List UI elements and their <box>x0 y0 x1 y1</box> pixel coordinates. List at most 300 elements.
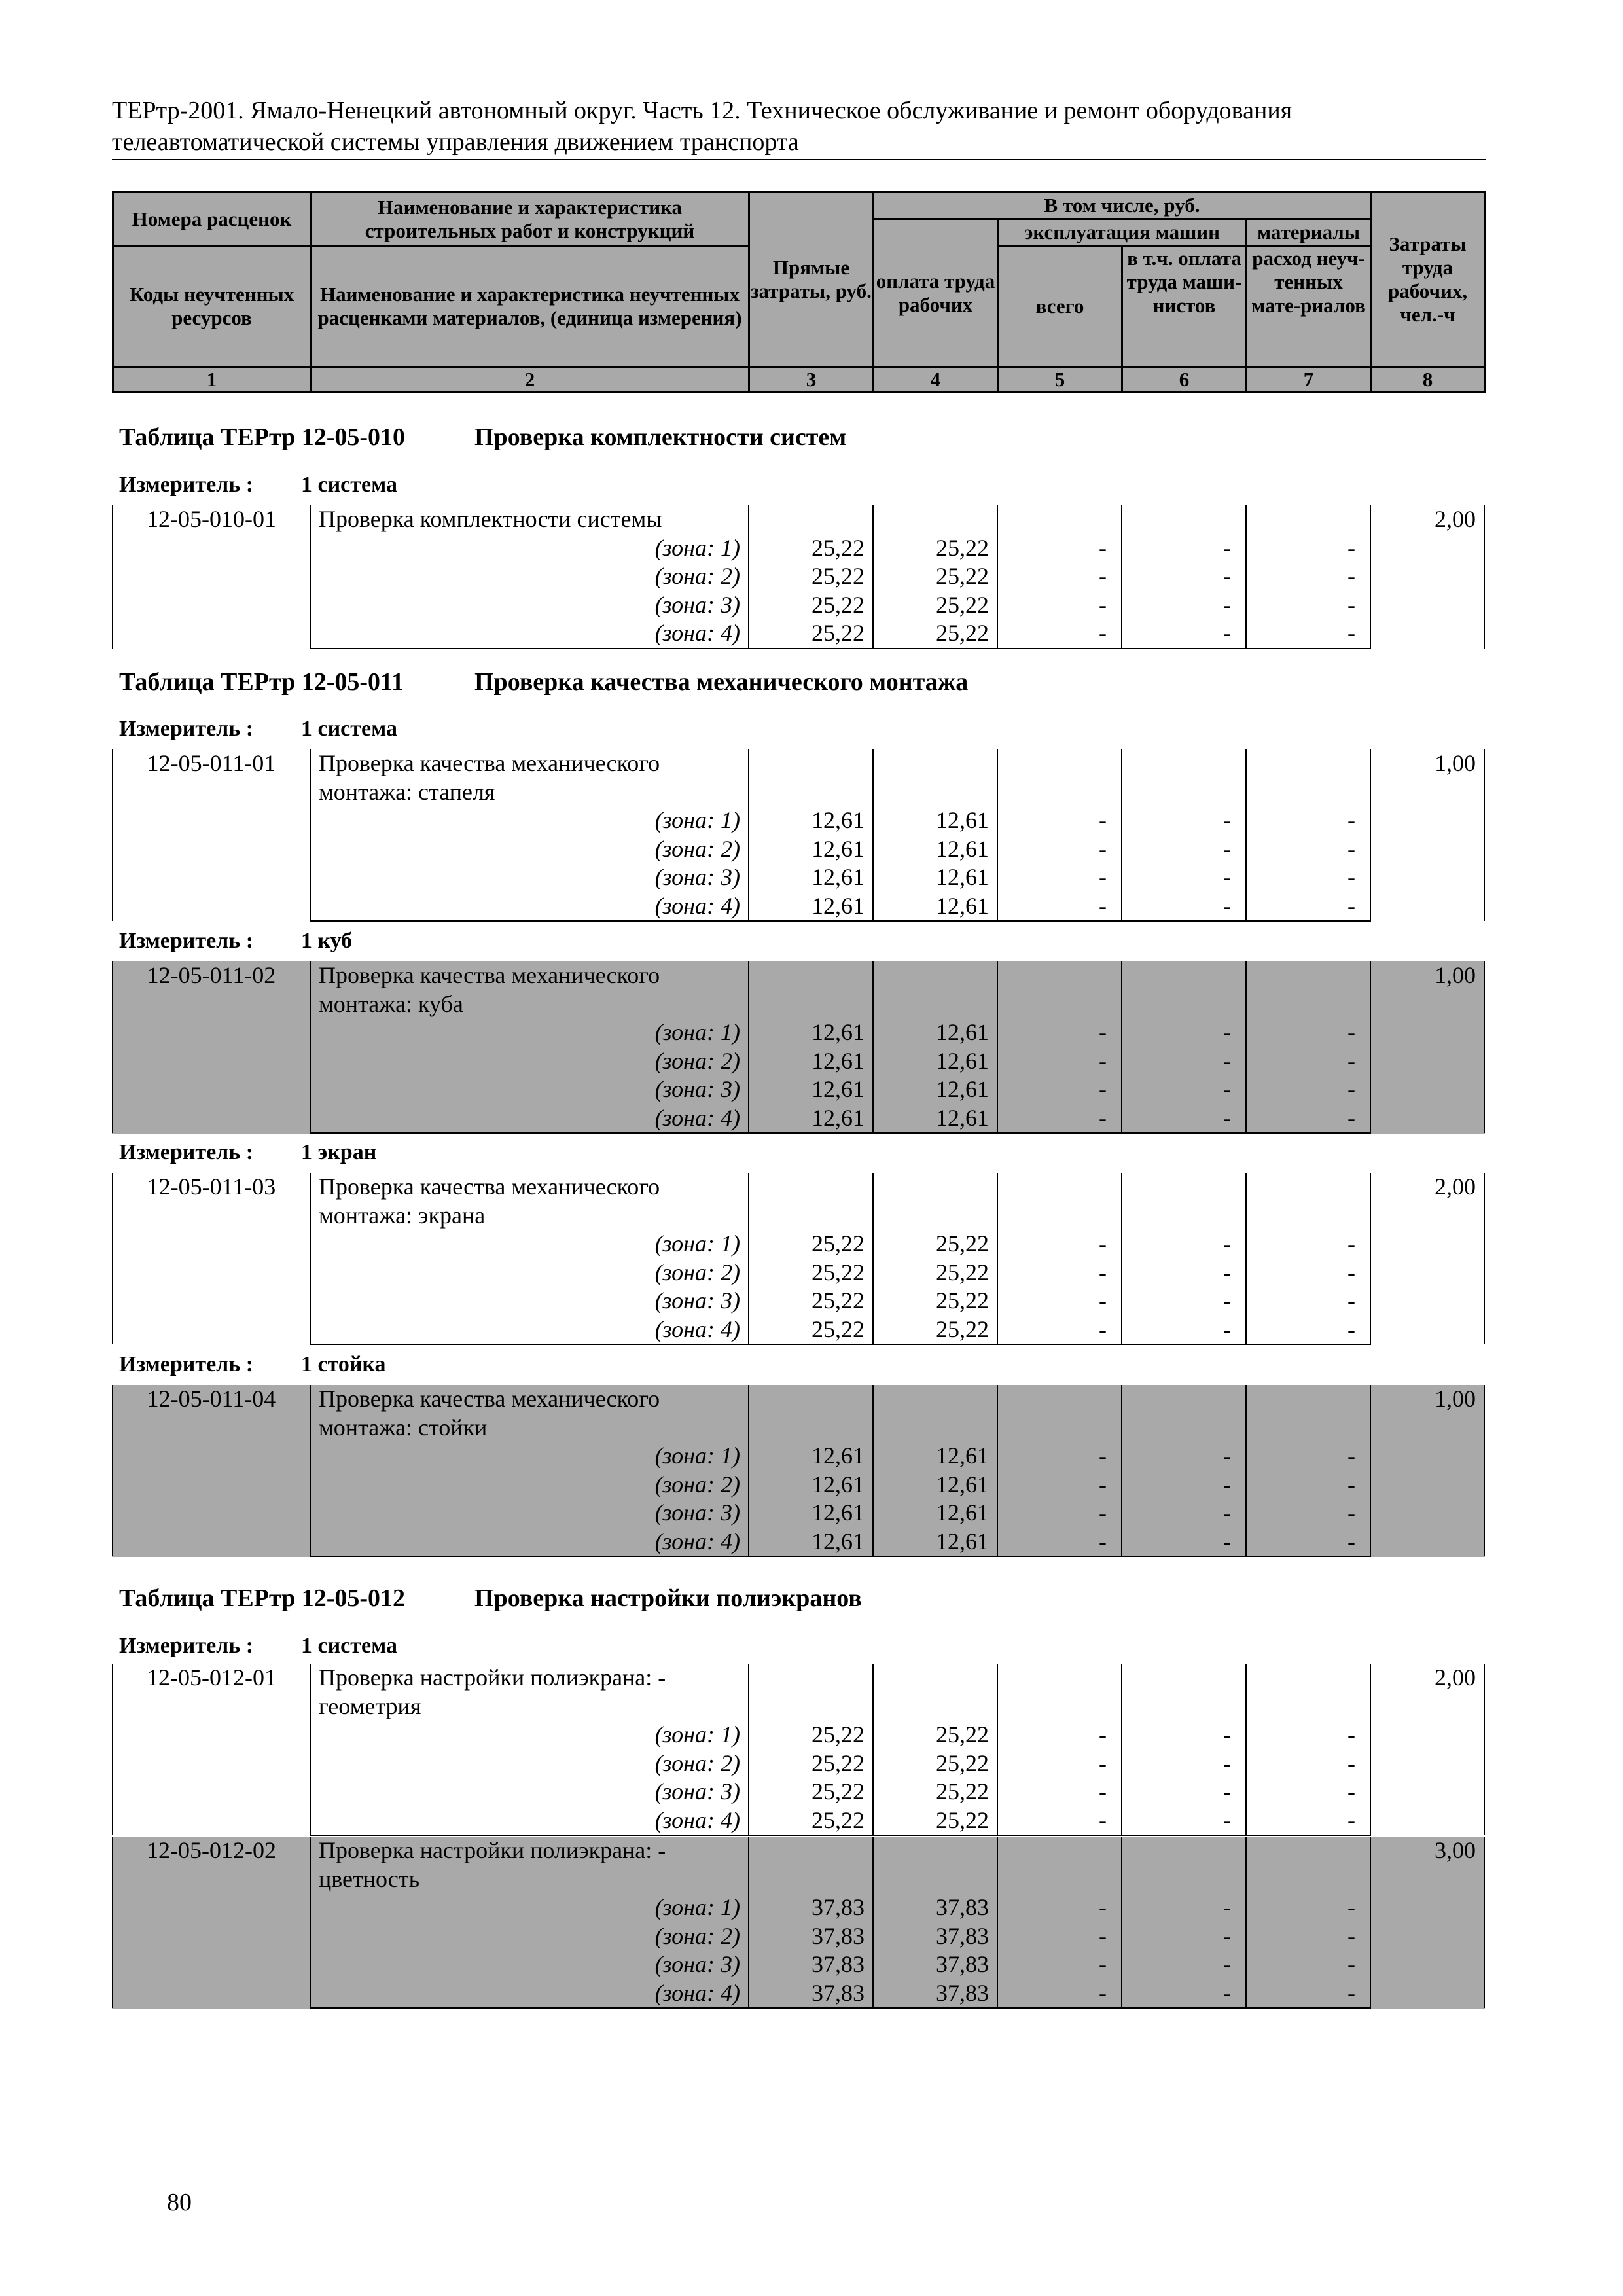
unaccounted-materials: - <box>1246 1104 1370 1134</box>
empty-cell <box>1246 1414 1370 1443</box>
meter-line <box>119 1140 376 1165</box>
unaccounted-materials: - <box>1246 1230 1370 1259</box>
zone-label: (зона: 2) <box>310 1047 749 1076</box>
rate-block <box>112 749 1485 922</box>
table-row <box>113 863 1484 892</box>
labor-costs: 1,00 <box>1370 749 1484 921</box>
machine-total: - <box>997 562 1122 591</box>
col-number: 6 <box>1122 367 1247 393</box>
empty-cell <box>1122 749 1246 778</box>
col-number: 4 <box>874 367 998 393</box>
labor-pay: 25,22 <box>873 562 997 591</box>
machine-total: - <box>997 1721 1122 1749</box>
empty-cell <box>749 1865 873 1894</box>
table-row <box>113 1202 1484 1230</box>
col-machinist-pay: в т.ч. оплата труда маши-нистов <box>1122 246 1247 367</box>
empty-cell <box>873 1414 997 1443</box>
machinist-pay: - <box>1122 591 1246 620</box>
col-name-bottom: Наименование и характеристика неучтенных расценками материалов, (единица измерения) <box>311 246 749 367</box>
empty-cell <box>1122 990 1246 1019</box>
rate-name: монтажа: стапеля <box>310 778 749 807</box>
machine-total: - <box>997 1499 1122 1528</box>
unaccounted-materials: - <box>1246 1749 1370 1778</box>
unaccounted-materials: - <box>1246 591 1370 620</box>
empty-cell <box>873 505 997 534</box>
col-name-top: Наименование и характеристика строительных работ и конструкций <box>311 192 749 246</box>
col-number: 2 <box>311 367 749 393</box>
rate-name: Проверка настройки полиэкрана: - <box>310 1664 749 1693</box>
rate-name: монтажа: стойки <box>310 1414 749 1443</box>
empty-cell <box>1246 1664 1370 1693</box>
labor-costs: 2,00 <box>1370 1173 1484 1344</box>
col-number: 3 <box>749 367 874 393</box>
unaccounted-materials: - <box>1246 1316 1370 1345</box>
rate-block <box>112 961 1485 1134</box>
labor-pay: 25,22 <box>873 1287 997 1316</box>
empty-cell <box>997 778 1122 807</box>
empty-cell <box>997 1202 1122 1230</box>
col-number: 1 <box>113 367 311 393</box>
table-row <box>113 835 1484 864</box>
zone-label: (зона: 2) <box>310 835 749 864</box>
section-name: Проверка комплектности систем <box>474 423 847 451</box>
rate-name: монтажа: экрана <box>310 1202 749 1230</box>
col-unaccounted-materials: расход неуч-тенных мате-риалов <box>1247 246 1371 367</box>
machinist-pay: - <box>1122 1950 1246 1979</box>
empty-cell <box>997 505 1122 534</box>
machine-total: - <box>997 1749 1122 1778</box>
zone-label: (зона: 4) <box>310 619 749 649</box>
rate-block <box>112 505 1485 649</box>
empty-cell <box>1246 778 1370 807</box>
table-row <box>113 1778 1484 1806</box>
meter-label: Измеритель : <box>119 1634 254 1658</box>
machine-total: - <box>997 1893 1122 1922</box>
meter-unit: 1 экран <box>301 1140 377 1164</box>
empty-cell <box>1246 961 1370 990</box>
empty-cell <box>1122 505 1246 534</box>
empty-cell <box>873 749 997 778</box>
empty-cell <box>873 1173 997 1202</box>
labor-pay: 12,61 <box>873 1499 997 1528</box>
unaccounted-materials: - <box>1246 1721 1370 1749</box>
section-name: Проверка настройки полиэкранов <box>474 1585 862 1612</box>
empty-cell <box>1122 1865 1246 1894</box>
section-code: Таблица ТЕРтр 12-05-012 <box>119 1585 406 1612</box>
machine-total: - <box>997 1528 1122 1557</box>
rate-code: 12-05-011-01 <box>113 749 310 921</box>
col-number: 7 <box>1247 367 1371 393</box>
meter-line <box>119 717 397 742</box>
rate-name: Проверка качества механического <box>310 1385 749 1414</box>
empty-cell <box>749 505 873 534</box>
labor-pay: 12,61 <box>873 1018 997 1047</box>
col-labor-pay: оплата труда рабочих <box>874 219 998 367</box>
labor-pay: 25,22 <box>873 619 997 649</box>
direct-costs: 25,22 <box>749 591 873 620</box>
table-row <box>113 1316 1484 1345</box>
empty-cell <box>997 990 1122 1019</box>
empty-cell <box>1246 1385 1370 1414</box>
machinist-pay: - <box>1122 1471 1246 1499</box>
table-row <box>113 1385 1484 1414</box>
machinist-pay: - <box>1122 1922 1246 1951</box>
machine-total: - <box>997 1442 1122 1471</box>
zone-label: (зона: 3) <box>310 863 749 892</box>
direct-costs: 12,61 <box>749 1528 873 1557</box>
machine-total: - <box>997 1230 1122 1259</box>
empty-cell <box>1122 961 1246 990</box>
empty-cell <box>997 1385 1122 1414</box>
unaccounted-materials: - <box>1246 835 1370 864</box>
direct-costs: 12,61 <box>749 863 873 892</box>
machinist-pay: - <box>1122 1499 1246 1528</box>
empty-cell <box>997 749 1122 778</box>
empty-cell <box>873 1865 997 1894</box>
direct-costs: 37,83 <box>749 1893 873 1922</box>
machinist-pay: - <box>1122 1018 1246 1047</box>
machine-total: - <box>997 1316 1122 1345</box>
machinist-pay: - <box>1122 863 1246 892</box>
section-title <box>119 668 968 696</box>
meter-line <box>119 929 352 954</box>
machinist-pay: - <box>1122 1806 1246 1836</box>
zone-label: (зона: 3) <box>310 1499 749 1528</box>
unaccounted-materials: - <box>1246 1259 1370 1287</box>
machinist-pay: - <box>1122 1316 1246 1345</box>
labor-pay: 12,61 <box>873 806 997 835</box>
empty-cell <box>873 1693 997 1721</box>
unaccounted-materials: - <box>1246 1499 1370 1528</box>
zone-label: (зона: 1) <box>310 1230 749 1259</box>
unaccounted-materials: - <box>1246 1442 1370 1471</box>
zone-label: (зона: 2) <box>310 562 749 591</box>
labor-pay: 37,83 <box>873 1893 997 1922</box>
zone-label: (зона: 3) <box>310 1778 749 1806</box>
unaccounted-materials: - <box>1246 806 1370 835</box>
section-code: Таблица ТЕРтр 12-05-010 <box>119 423 406 451</box>
unaccounted-materials: - <box>1246 1287 1370 1316</box>
machinist-pay: - <box>1122 1442 1246 1471</box>
empty-cell <box>997 961 1122 990</box>
labor-pay: 25,22 <box>873 1721 997 1749</box>
labor-pay: 25,22 <box>873 1806 997 1836</box>
machinist-pay: - <box>1122 1104 1246 1134</box>
unaccounted-materials: - <box>1246 619 1370 649</box>
machinist-pay: - <box>1122 1778 1246 1806</box>
unaccounted-materials: - <box>1246 562 1370 591</box>
rate-name: цветность <box>310 1865 749 1894</box>
zone-label: (зона: 3) <box>310 1950 749 1979</box>
col-total: всего <box>998 246 1122 367</box>
machine-total: - <box>997 1471 1122 1499</box>
direct-costs: 12,61 <box>749 1047 873 1076</box>
direct-costs: 37,83 <box>749 1922 873 1951</box>
column-header-table <box>112 191 1486 393</box>
col-codes: Коды неучтенных ресурсов <box>113 246 311 367</box>
table-row <box>113 1865 1484 1894</box>
empty-cell <box>873 961 997 990</box>
rate-code: 12-05-010-01 <box>113 505 310 649</box>
table-row <box>113 1693 1484 1721</box>
page-header <box>112 95 1488 158</box>
zone-label: (зона: 4) <box>310 1528 749 1557</box>
direct-costs: 25,22 <box>749 1230 873 1259</box>
labor-pay: 12,61 <box>873 1528 997 1557</box>
page-header-line-2: телеавтоматической системы управления движением транспорта <box>112 128 799 156</box>
section-title <box>119 423 846 452</box>
labor-pay: 12,61 <box>873 863 997 892</box>
table-row <box>113 778 1484 807</box>
table-row <box>113 1230 1484 1259</box>
zone-label: (зона: 4) <box>310 1104 749 1134</box>
rate-name: Проверка комплектности системы <box>310 505 749 534</box>
unaccounted-materials: - <box>1246 1893 1370 1922</box>
zone-label: (зона: 1) <box>310 1721 749 1749</box>
machinist-pay: - <box>1122 1749 1246 1778</box>
machinist-pay: - <box>1122 619 1246 649</box>
labor-pay: 25,22 <box>873 1259 997 1287</box>
direct-costs: 25,22 <box>749 1316 873 1345</box>
machinist-pay: - <box>1122 806 1246 835</box>
col-machine-operation: эксплуатация машин <box>998 219 1247 246</box>
rate-block <box>112 1385 1485 1557</box>
table-row <box>113 1528 1484 1557</box>
zone-label: (зона: 1) <box>310 806 749 835</box>
empty-cell <box>873 1202 997 1230</box>
table-row <box>113 1414 1484 1443</box>
machine-total: - <box>997 1806 1122 1836</box>
table-row <box>113 619 1484 649</box>
direct-costs: 12,61 <box>749 806 873 835</box>
empty-cell <box>873 990 997 1019</box>
meter-line <box>119 473 397 497</box>
empty-cell <box>1246 990 1370 1019</box>
table-row <box>113 1047 1484 1076</box>
unaccounted-materials: - <box>1246 1528 1370 1557</box>
unaccounted-materials: - <box>1246 863 1370 892</box>
table-row <box>113 1721 1484 1749</box>
zone-label: (зона: 4) <box>310 1316 749 1345</box>
labor-pay: 25,22 <box>873 534 997 563</box>
machine-total: - <box>997 1104 1122 1134</box>
labor-pay: 25,22 <box>873 1230 997 1259</box>
table-row <box>113 1749 1484 1778</box>
zone-label: (зона: 3) <box>310 591 749 620</box>
zone-label: (зона: 4) <box>310 1806 749 1836</box>
direct-costs: 37,83 <box>749 1979 873 2009</box>
unaccounted-materials: - <box>1246 1047 1370 1076</box>
empty-cell <box>749 1693 873 1721</box>
table-row <box>113 534 1484 563</box>
machinist-pay: - <box>1122 1259 1246 1287</box>
machine-total: - <box>997 1778 1122 1806</box>
machinist-pay: - <box>1122 534 1246 563</box>
zone-label: (зона: 2) <box>310 1471 749 1499</box>
empty-cell <box>1246 749 1370 778</box>
labor-pay: 25,22 <box>873 591 997 620</box>
labor-costs: 1,00 <box>1370 1385 1484 1556</box>
direct-costs: 25,22 <box>749 534 873 563</box>
empty-cell <box>749 1664 873 1693</box>
unaccounted-materials: - <box>1246 1979 1370 2009</box>
empty-cell <box>749 778 873 807</box>
empty-cell <box>873 1385 997 1414</box>
col-labor-costs: Затраты труда рабочих, чел.-ч <box>1371 192 1485 367</box>
labor-costs: 1,00 <box>1370 961 1484 1133</box>
col-direct-costs: Прямые затраты, руб. <box>749 192 874 367</box>
labor-pay: 12,61 <box>873 1075 997 1104</box>
section-name: Проверка качества механического монтажа <box>474 668 969 696</box>
machine-total: - <box>997 892 1122 922</box>
zone-label: (зона: 2) <box>310 1749 749 1778</box>
direct-costs: 12,61 <box>749 1104 873 1134</box>
table-row <box>113 1979 1484 2009</box>
direct-costs: 37,83 <box>749 1950 873 1979</box>
zone-label: (зона: 3) <box>310 1075 749 1104</box>
empty-cell <box>1246 1173 1370 1202</box>
unaccounted-materials: - <box>1246 1018 1370 1047</box>
zone-label: (зона: 1) <box>310 1018 749 1047</box>
table-row <box>113 1442 1484 1471</box>
machinist-pay: - <box>1122 1075 1246 1104</box>
empty-cell <box>1246 1837 1370 1865</box>
empty-cell <box>1122 1693 1246 1721</box>
machine-total: - <box>997 1922 1122 1951</box>
machine-total: - <box>997 1018 1122 1047</box>
table-row <box>113 892 1484 922</box>
table-row <box>113 1471 1484 1499</box>
zone-label: (зона: 1) <box>310 534 749 563</box>
zone-label: (зона: 2) <box>310 1259 749 1287</box>
col-number: 8 <box>1371 367 1485 393</box>
table-row <box>113 1922 1484 1951</box>
empty-cell <box>749 1414 873 1443</box>
table-row <box>113 1173 1484 1202</box>
empty-cell <box>873 778 997 807</box>
labor-pay: 12,61 <box>873 1471 997 1499</box>
direct-costs: 12,61 <box>749 892 873 922</box>
machine-total: - <box>997 863 1122 892</box>
labor-pay: 12,61 <box>873 1442 997 1471</box>
meter-label: Измеритель : <box>119 717 254 741</box>
machinist-pay: - <box>1122 1047 1246 1076</box>
labor-pay: 12,61 <box>873 892 997 922</box>
rate-code: 12-05-011-04 <box>113 1385 310 1556</box>
table-row <box>113 1893 1484 1922</box>
unaccounted-materials: - <box>1246 1075 1370 1104</box>
direct-costs: 12,61 <box>749 1471 873 1499</box>
machinist-pay: - <box>1122 1721 1246 1749</box>
zone-label: (зона: 1) <box>310 1893 749 1922</box>
machine-total: - <box>997 1047 1122 1076</box>
page-number: 80 <box>167 2189 192 2216</box>
table-row <box>113 1104 1484 1134</box>
labor-pay: 12,61 <box>873 1047 997 1076</box>
empty-cell <box>1246 1693 1370 1721</box>
zone-label: (зона: 2) <box>310 1922 749 1951</box>
empty-cell <box>749 961 873 990</box>
table-row <box>113 505 1484 534</box>
col-rate-numbers: Номера расценок <box>113 192 311 246</box>
rate-name: Проверка качества механического <box>310 961 749 990</box>
meter-unit: 1 стойка <box>301 1352 386 1376</box>
table-row <box>113 990 1484 1019</box>
empty-cell <box>1246 505 1370 534</box>
direct-costs: 25,22 <box>749 1778 873 1806</box>
col-materials: материалы <box>1247 219 1371 246</box>
machinist-pay: - <box>1122 1528 1246 1557</box>
machine-total: - <box>997 534 1122 563</box>
empty-cell <box>997 1693 1122 1721</box>
empty-cell <box>997 1414 1122 1443</box>
empty-cell <box>749 749 873 778</box>
meter-line <box>119 1352 386 1377</box>
unaccounted-materials: - <box>1246 1471 1370 1499</box>
empty-cell <box>1122 1837 1246 1865</box>
direct-costs: 25,22 <box>749 1806 873 1836</box>
section-title <box>119 1584 862 1613</box>
labor-pay: 25,22 <box>873 1749 997 1778</box>
labor-costs: 2,00 <box>1370 1664 1484 1835</box>
meter-unit: 1 система <box>301 717 397 741</box>
empty-cell <box>873 1664 997 1693</box>
table-row <box>113 562 1484 591</box>
direct-costs: 12,61 <box>749 1018 873 1047</box>
rate-code: 12-05-012-01 <box>113 1664 310 1835</box>
direct-costs: 25,22 <box>749 1749 873 1778</box>
rate-name: геометрия <box>310 1693 749 1721</box>
machinist-pay: - <box>1122 835 1246 864</box>
rate-name: Проверка настройки полиэкрана: - <box>310 1837 749 1865</box>
meter-label: Измеритель : <box>119 473 254 497</box>
machine-total: - <box>997 1075 1122 1104</box>
machinist-pay: - <box>1122 892 1246 922</box>
zone-label: (зона: 4) <box>310 892 749 922</box>
machinist-pay: - <box>1122 1230 1246 1259</box>
table-row <box>113 1259 1484 1287</box>
table-row <box>113 1499 1484 1528</box>
meter-label: Измеритель : <box>119 1352 254 1376</box>
rate-code: 12-05-012-02 <box>113 1837 310 2008</box>
unaccounted-materials: - <box>1246 534 1370 563</box>
zone-label: (зона: 3) <box>310 1287 749 1316</box>
table-row <box>113 961 1484 990</box>
col-number: 5 <box>998 367 1122 393</box>
machine-total: - <box>997 835 1122 864</box>
empty-cell <box>1122 1202 1246 1230</box>
empty-cell <box>1122 1173 1246 1202</box>
empty-cell <box>1122 778 1246 807</box>
empty-cell <box>1122 1664 1246 1693</box>
rate-name: Проверка качества механического <box>310 1173 749 1202</box>
rate-code: 12-05-011-02 <box>113 961 310 1133</box>
unaccounted-materials: - <box>1246 1778 1370 1806</box>
rate-name: Проверка качества механического <box>310 749 749 778</box>
direct-costs: 25,22 <box>749 562 873 591</box>
labor-pay: 37,83 <box>873 1922 997 1951</box>
empty-cell <box>749 1385 873 1414</box>
unaccounted-materials: - <box>1246 1922 1370 1951</box>
machinist-pay: - <box>1122 562 1246 591</box>
rate-name: монтажа: куба <box>310 990 749 1019</box>
unaccounted-materials: - <box>1246 1950 1370 1979</box>
unaccounted-materials: - <box>1246 1806 1370 1836</box>
labor-pay: 12,61 <box>873 1104 997 1134</box>
empty-cell <box>873 1837 997 1865</box>
zone-label: (зона: 1) <box>310 1442 749 1471</box>
machine-total: - <box>997 1259 1122 1287</box>
